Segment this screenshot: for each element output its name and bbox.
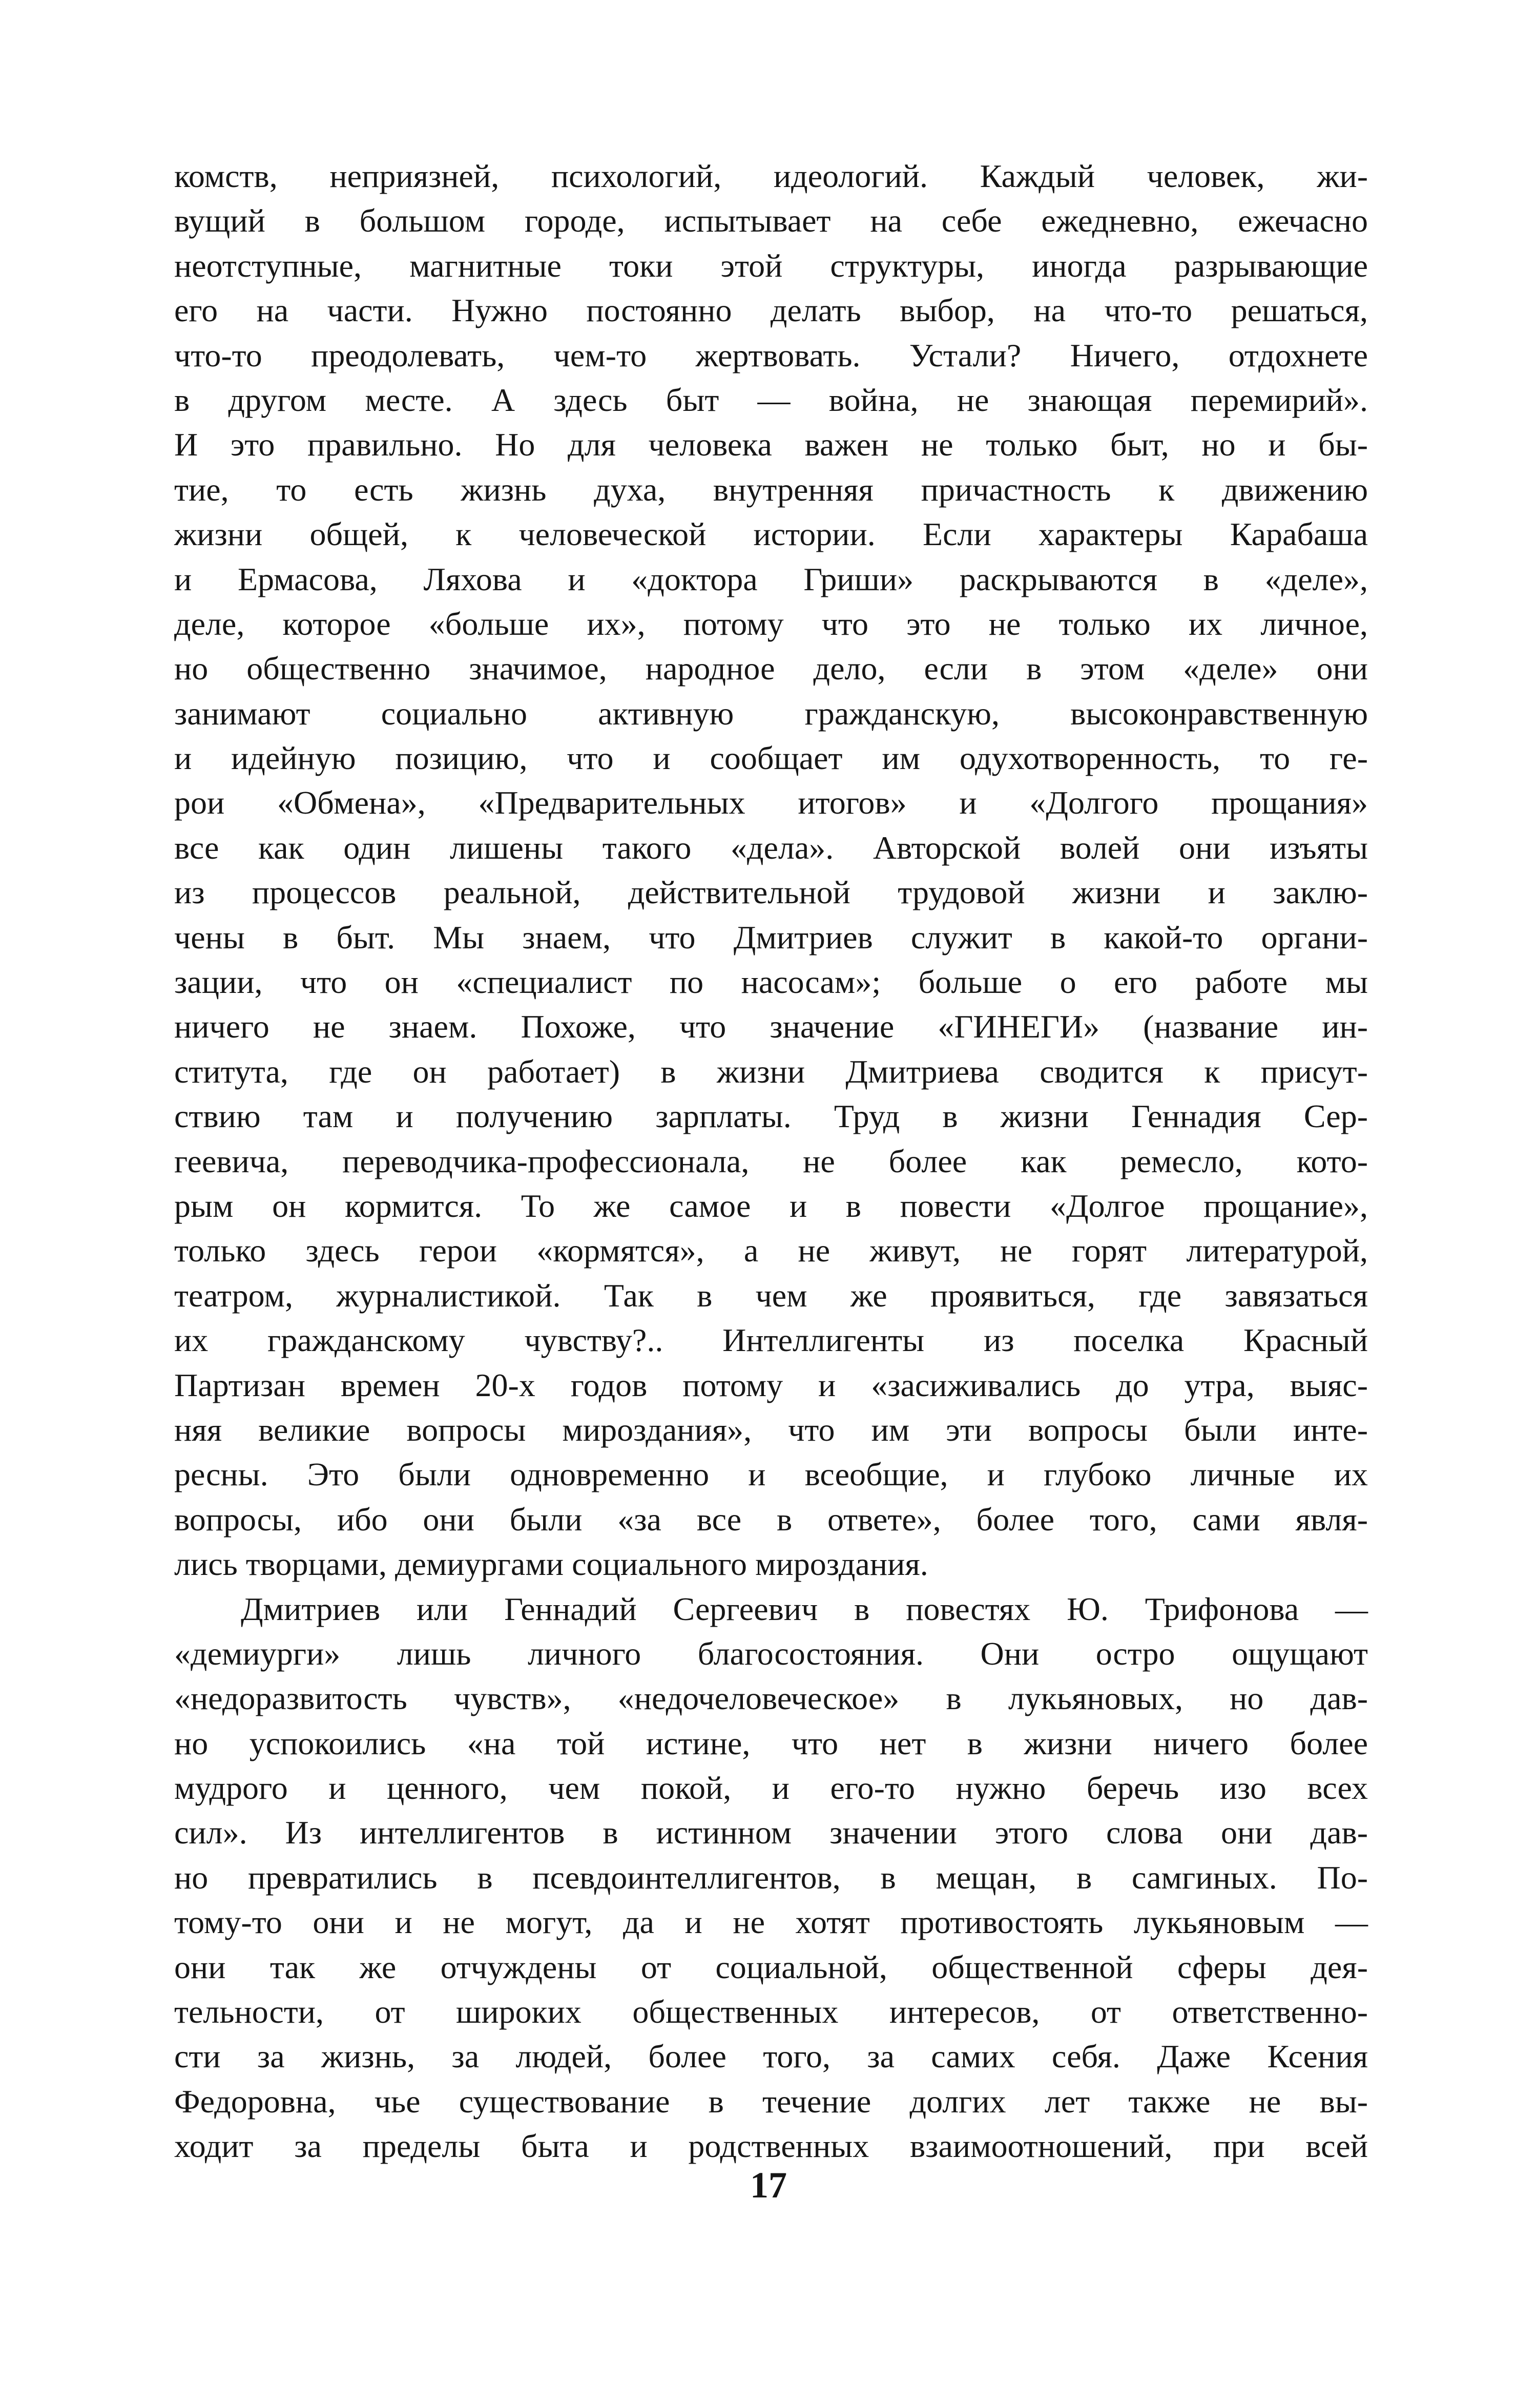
text-line: их гражданскому чувству?.. Интеллигенты из поселка Красный — [174, 1322, 1368, 1359]
text-line: ствию там и получению зарплаты. Труд в жизни Геннадия Сер- — [174, 1098, 1368, 1135]
text-line: рым он кормится. То же самое и в повести «Долгое прощание», — [174, 1187, 1368, 1224]
text-line: «недоразвитость чувств», «недочеловеческое» в лукьяновых, но дав- — [174, 1680, 1368, 1717]
text-line: зации, что он «специалист по насосам»; больше о его работе мы — [174, 964, 1368, 1001]
text-line: Федоровна, чье существование в течение долгих лет также не вы- — [174, 2083, 1368, 2120]
text-line: И это правильно. Но для человека важен не только быт, но и бы- — [174, 426, 1368, 463]
text-line: Партизан времен 20-х годов потому и «засиживались до утра, выяс- — [174, 1366, 1368, 1403]
text-line: все как один лишены такого «дела». Авторской волей они изъяты — [174, 829, 1368, 866]
text-line: неотступные, магнитные токи этой структуры, иногда разрывающие — [174, 247, 1368, 284]
text-line: рои «Обмена», «Предварительных итогов» и «Долгого прощания» — [174, 784, 1368, 821]
text-line: вопросы, ибо они были «за все в ответе», более того, сами явля- — [174, 1501, 1368, 1538]
text-line: чены в быт. Мы знаем, что Дмитриев служит в какой-то органи- — [174, 919, 1368, 956]
text-line: геевича, переводчика-профессионала, не более как ремесло, кото- — [174, 1143, 1368, 1179]
page-number: 17 — [750, 2165, 787, 2206]
text-line: няя великие вопросы мироздания», что им эти вопросы были инте- — [174, 1411, 1368, 1448]
text-line: только здесь герои «кормятся», а не живут, не горят литературой, — [174, 1232, 1368, 1269]
text-line: ресны. Это были одновременно и всеобщие, и глубоко личные их — [174, 1456, 1368, 1493]
text-line: но общественно значимое, народное дело, если в этом «деле» они — [174, 650, 1368, 687]
text-line: ничего не знаем. Похоже, что значение «ГИНЕГИ» (название ин- — [174, 1008, 1368, 1045]
text-line: занимают социально активную гражданскую, высоконравственную — [174, 695, 1368, 732]
text-line: в другом месте. А здесь быт — война, не знающая перемирий». — [174, 381, 1368, 418]
text-line: «демиурги» лишь личного благосостояния. Они остро ощущают — [174, 1635, 1368, 1672]
text-line: театром, журналистикой. Так в чем же проявиться, где завязаться — [174, 1277, 1368, 1314]
text-line: лись творцами, демиургами социального мироздания. — [174, 1546, 928, 1583]
text-line: ходит за пределы быта и родственных взаимоотношений, при всей — [174, 2128, 1368, 2165]
text-line: что-то преодолевать, чем-то жертвовать. Устали? Ничего, отдохнете — [174, 337, 1368, 373]
text-line: сил». Из интеллигентов в истинном значении этого слова они дав- — [174, 1814, 1368, 1851]
text-line: они так же отчуждены от социальной, общественной сферы дея- — [174, 1948, 1368, 1985]
text-line: но успокоились «на той истине, что нет в жизни ничего более — [174, 1725, 1368, 1761]
text-line: жизни общей, к человеческой истории. Если характеры Карабаша — [174, 516, 1368, 553]
text-line: тельности, от широких общественных интересов, от ответственно- — [174, 1994, 1368, 2030]
text-line: Дмитриев или Геннадий Сергеевич в повестях Ю. Трифонова — — [241, 1590, 1368, 1627]
text-line: тие, то есть жизнь духа, внутренняя причастность к движению — [174, 471, 1368, 508]
text-line: мудрого и ценного, чем покой, и его-то нужно беречь изо всех — [174, 1770, 1368, 1807]
text-line: тому-то они и не могут, да и не хотят противостоять лукьяновым — — [174, 1904, 1368, 1941]
text-line: но превратились в псевдоинтеллигентов, в мещан, в самгиных. По- — [174, 1859, 1368, 1896]
text-line: и идейную позицию, что и сообщает им одухотворенность, то ге- — [174, 740, 1368, 777]
text-line: и Ермасова, Ляхова и «доктора Гриши» раскрываются в «деле», — [174, 561, 1368, 597]
body-text — [174, 154, 1368, 2169]
text-line: сти за жизнь, за людей, более того, за самих себя. Даже Ксения — [174, 2038, 1368, 2075]
text-line: ститута, где он работает) в жизни Дмитриева сводится к присут- — [174, 1053, 1368, 1090]
text-line: из процессов реальной, действительной трудовой жизни и заклю- — [174, 874, 1368, 911]
text-line: вущий в большом городе, испытывает на себе ежедневно, ежечасно — [174, 202, 1368, 239]
text-line: его на части. Нужно постоянно делать выбор, на что-то решаться, — [174, 292, 1368, 329]
text-line: деле, которое «больше их», потому что это не только их личное, — [174, 605, 1368, 642]
text-line: комств, неприязней, психологий, идеологий. Каждый человек, жи- — [174, 158, 1368, 194]
